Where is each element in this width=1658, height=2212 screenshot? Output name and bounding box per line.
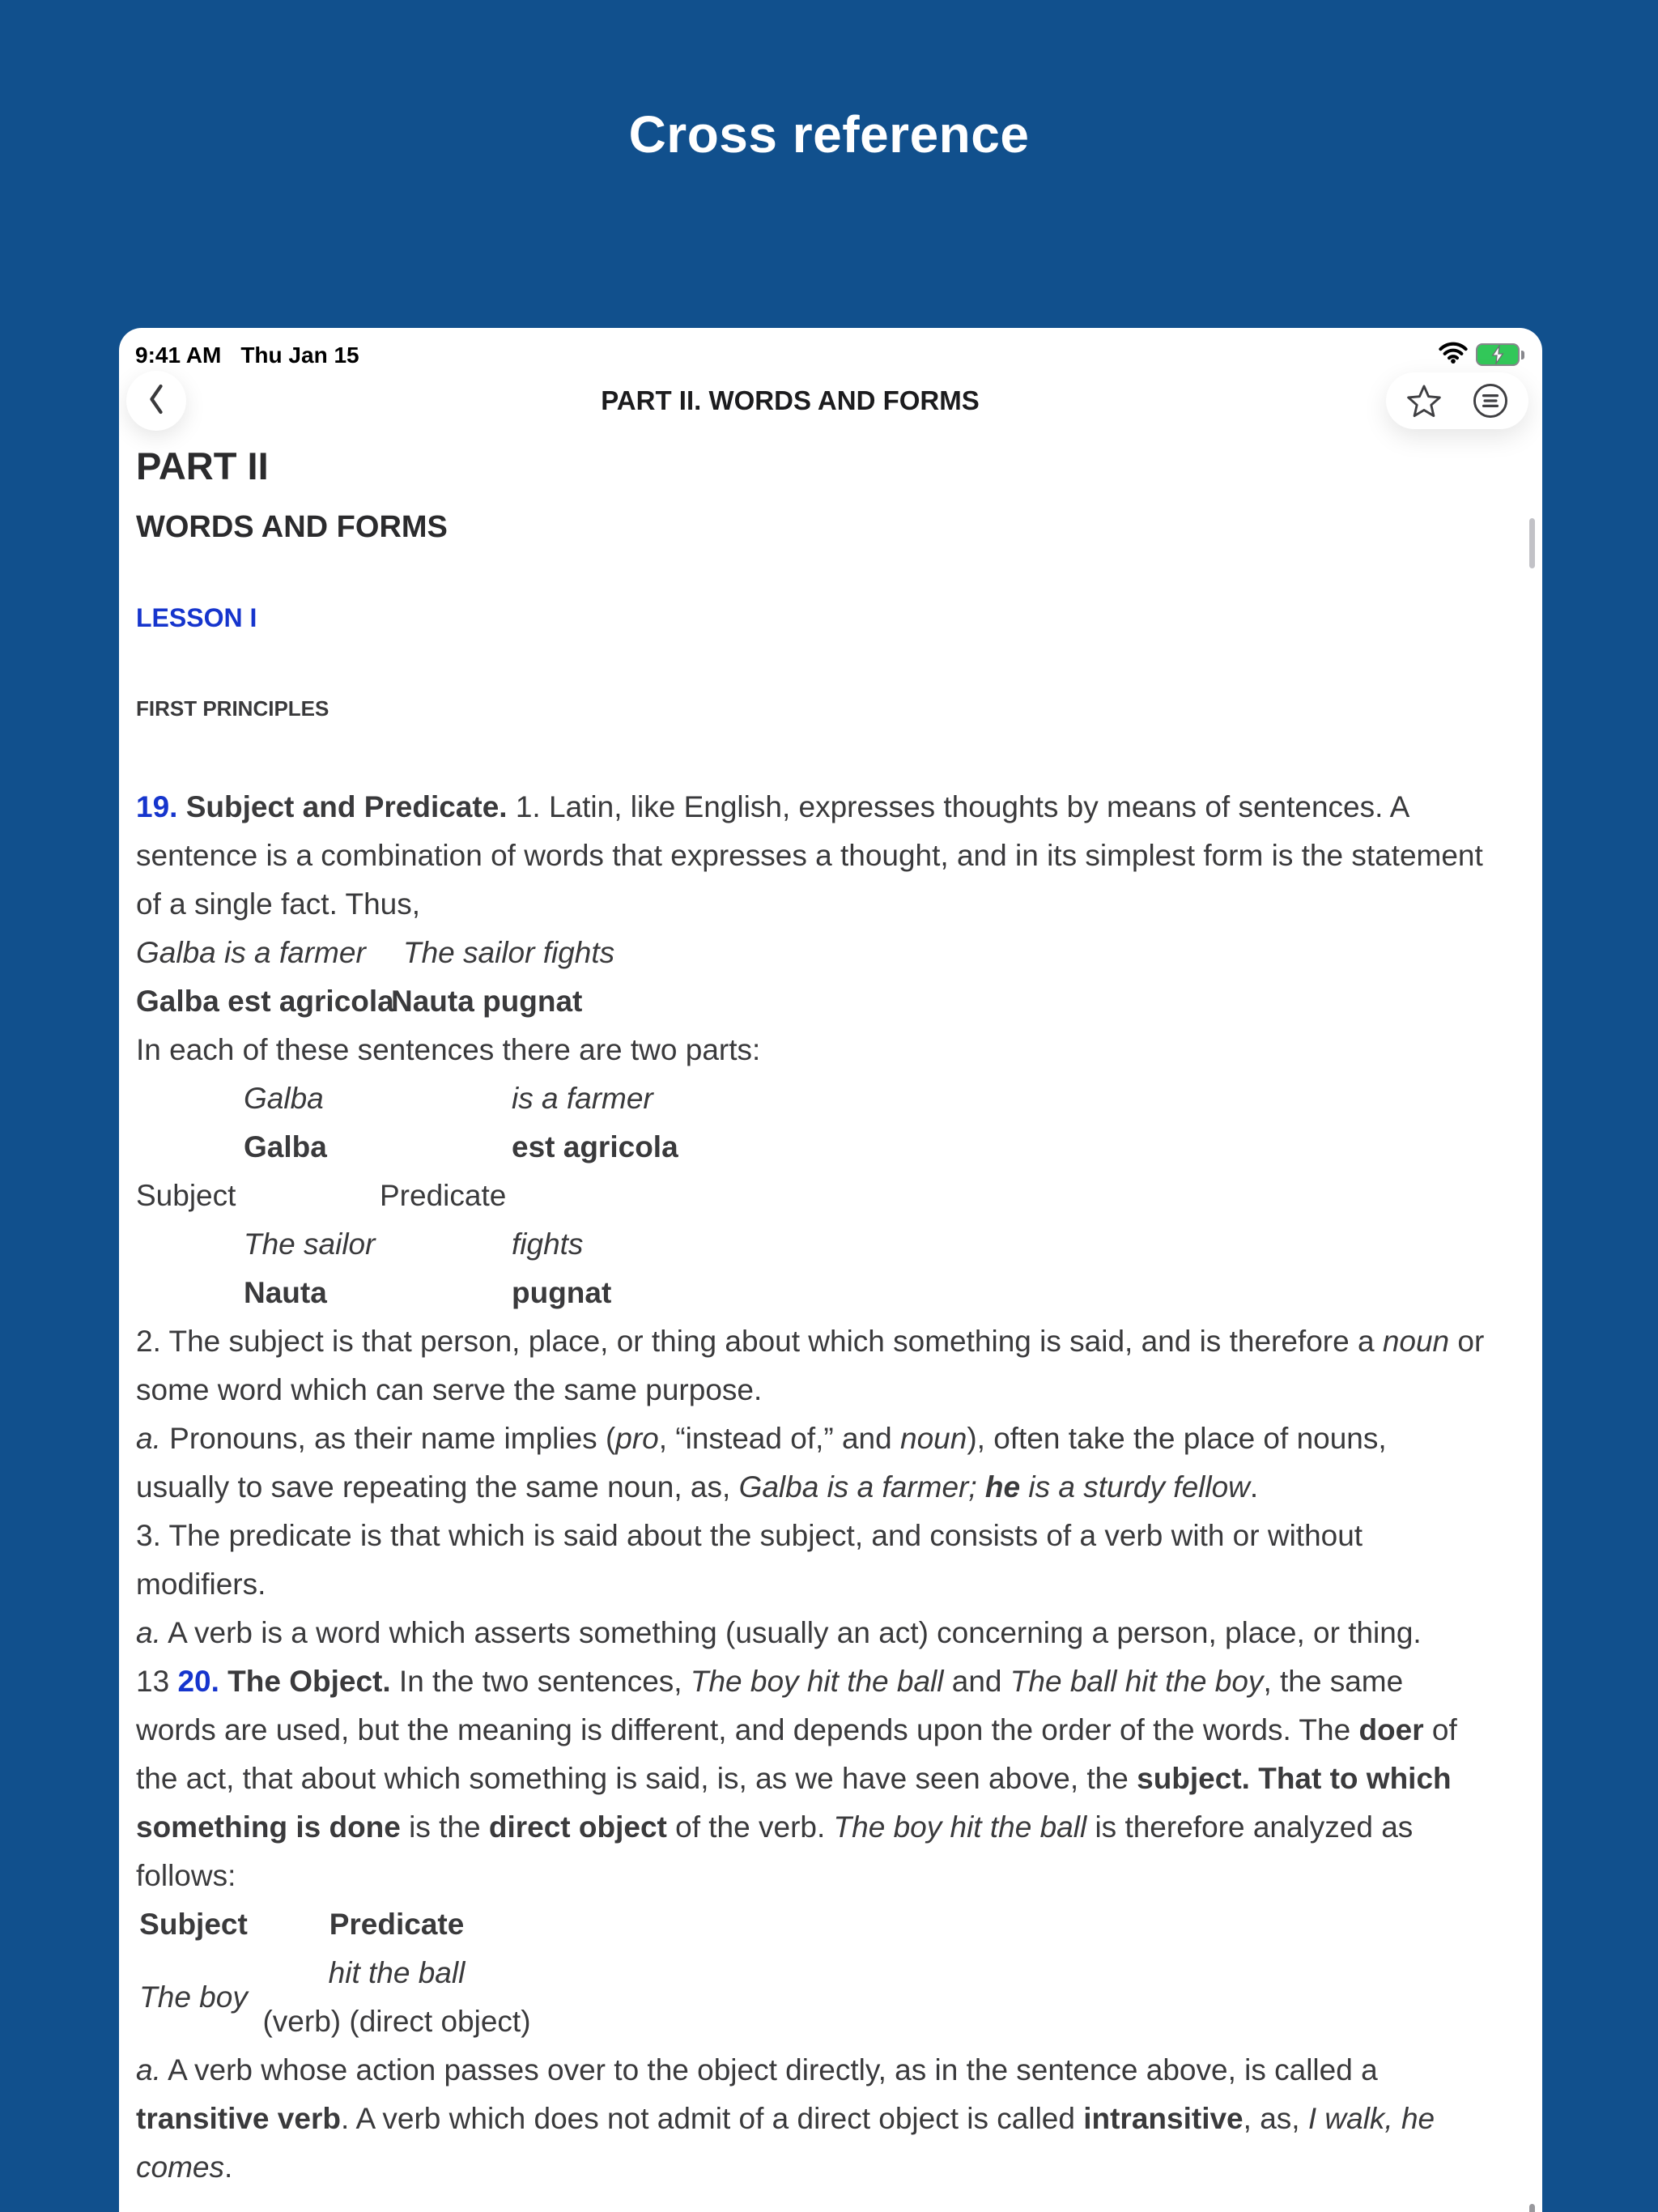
star-icon	[1405, 382, 1443, 419]
text-segment: fights	[512, 1227, 584, 1261]
table-cell	[244, 1269, 512, 1317]
paragraph	[136, 1657, 1487, 1900]
table-cell	[391, 985, 582, 1018]
text-segment	[177, 790, 185, 823]
text-segment: noun	[1382, 1325, 1450, 1358]
table-row	[136, 1074, 1487, 1123]
table-cell	[244, 1123, 512, 1172]
text-segment: The boy hit the ball	[690, 1665, 944, 1698]
cross-reference-link[interactable]: 20.	[177, 1665, 219, 1698]
table-cell	[136, 1949, 251, 2046]
paragraph	[136, 783, 1487, 929]
text-segment: The Object.	[227, 1665, 391, 1698]
menu-button[interactable]	[1472, 382, 1509, 419]
text-segment: a.	[136, 1422, 161, 1455]
text-segment: A verb whose action passes over to the object directly, as in the sentence above, is called a	[160, 2053, 1378, 2087]
page-title: Cross reference	[628, 105, 1030, 164]
text-segment: , as,	[1243, 2102, 1308, 2135]
cross-reference-link[interactable]: 19.	[136, 790, 178, 823]
table-cell	[512, 1123, 678, 1172]
circled-menu-icon	[1472, 382, 1509, 419]
text-segment: 13	[136, 1665, 178, 1698]
app-card	[119, 328, 1542, 2212]
text-segment: intransitive	[1083, 2102, 1244, 2135]
text-segment: hit the ball	[328, 1956, 466, 1989]
status-icons	[1439, 341, 1524, 368]
status-time: 9:41 AM	[135, 342, 222, 368]
table-cell	[251, 1900, 542, 1949]
table-row	[136, 1269, 1487, 1317]
table-cell	[136, 1900, 251, 1949]
text-segment: Pronouns, as their name implies (	[160, 1422, 616, 1455]
paragraph	[136, 1317, 1487, 1414]
table-cell	[244, 1220, 512, 1269]
text-segment: Subject	[139, 1908, 248, 1941]
text-segment: he	[984, 1470, 1021, 1504]
text-segment: Galba is a farmer	[136, 936, 366, 969]
text-segment: 3. The predicate is that which is said about the subject, and consists of a verb with or without modifiers.	[136, 1519, 1363, 1601]
paragraph	[136, 1609, 1487, 1657]
table-cell	[244, 1074, 512, 1123]
text-segment: The sailor	[244, 1227, 376, 1261]
text-segment: a.	[136, 2053, 161, 2087]
back-button[interactable]	[126, 371, 186, 431]
text-segment: Predicate	[380, 1179, 507, 1212]
paragraph	[136, 2046, 1487, 2192]
text-segment: of the verb.	[666, 1810, 834, 1844]
text-segment: Predicate	[329, 1908, 465, 1941]
table-cell-line	[251, 1949, 542, 1997]
text-segment: Nauta pugnat	[391, 985, 583, 1018]
text-segment: , “instead of,” and	[658, 1422, 900, 1455]
text-segment: Subject	[136, 1179, 236, 1212]
section-heading: FIRST PRINCIPLES	[136, 696, 329, 721]
status-bar	[135, 342, 359, 368]
text-segment: The ball hit the boy	[1010, 1665, 1264, 1698]
text-segment: and	[943, 1665, 1010, 1698]
text-segment: 2. The subject is that person, place, or thing about which something is said, and is therefore a	[136, 1325, 1383, 1358]
text-segment: ), often take the place of nouns, usually to save repeating the same noun, as,	[136, 1422, 1387, 1504]
text-segment: A verb is a word which asserts something (usually an act) concerning a person, place, or thing.	[160, 1616, 1422, 1649]
star-button[interactable]	[1405, 382, 1443, 419]
aligned-example-line	[136, 977, 1487, 1026]
text-segment: doer	[1358, 1713, 1424, 1746]
table-row	[136, 1220, 1487, 1269]
text-segment: pro	[615, 1422, 659, 1455]
text-segment	[219, 1665, 227, 1698]
status-date: Thu Jan 15	[240, 342, 359, 368]
document	[136, 441, 1487, 2192]
text-segment: a.	[136, 1616, 161, 1649]
text-segment: is the	[400, 1810, 489, 1844]
table-cell	[403, 936, 614, 969]
text-segment: is a farmer	[512, 1082, 653, 1115]
text-segment: or some word which can serve the same purpose.	[136, 1325, 1485, 1406]
text-segment: .	[223, 2150, 233, 2184]
text-segment: Galba	[244, 1130, 327, 1163]
text-segment: Galba	[244, 1082, 324, 1115]
text-segment: , the same words are used, but the meaning is different, and depends upon the order of the words. The	[136, 1665, 1404, 1746]
text-segment: In each of these sentences there are two parts:	[136, 1033, 761, 1066]
table-cell	[251, 1949, 542, 2046]
object-analysis-table	[136, 1900, 1487, 2046]
text-segment: Subject and Predicate.	[185, 790, 508, 823]
aligned-example-line	[136, 929, 1487, 977]
paragraph	[136, 1512, 1487, 1609]
table-cell-line	[251, 1997, 542, 2046]
table-row	[136, 1123, 1487, 1172]
text-segment: Galba is a farmer;	[738, 1470, 985, 1504]
table-cell	[136, 929, 403, 977]
table-cell	[136, 1172, 380, 1220]
table-cell	[136, 977, 394, 1026]
table-header-row	[136, 1900, 1487, 1949]
table-cell	[512, 1269, 611, 1317]
text-segment: (verb) (direct object)	[262, 2005, 531, 2038]
text-segment: noun	[900, 1422, 967, 1455]
lesson-body	[136, 783, 1487, 2192]
table-cell	[512, 1074, 653, 1123]
part-heading: PART II	[136, 445, 269, 487]
text-segment: Galba est agricola	[136, 985, 394, 1018]
table-cell	[512, 1220, 583, 1269]
text-segment: subject. That to which something is done	[136, 1762, 1452, 1844]
text-segment: The sailor fights	[403, 936, 615, 969]
scroll-indicator-bottom[interactable]	[1529, 2204, 1535, 2212]
text-segment: 1. Latin, like English, expresses thoughts by means of sentences. A sentence is a combination of words that expresses a thought, and in its simplest form is the statement of a single fact. Thus,	[136, 790, 1483, 921]
part-subheading: WORDS AND FORMS	[136, 510, 448, 544]
text-segment: Nauta	[244, 1276, 327, 1309]
nav-actions	[1386, 372, 1528, 429]
table-row	[136, 1172, 1487, 1220]
wifi-icon	[1439, 342, 1468, 368]
text-segment: transitive verb	[136, 2102, 341, 2135]
paragraph	[136, 1414, 1487, 1512]
chevron-left-icon	[144, 382, 168, 420]
text-segment: The boy hit the ball	[833, 1810, 1087, 1844]
sentence-analysis-table	[136, 1074, 1487, 1317]
paragraph	[136, 1026, 1487, 1074]
text-segment: In the two sentences,	[390, 1665, 691, 1698]
text-segment: direct object	[488, 1810, 667, 1844]
text-segment: est agricola	[512, 1130, 678, 1163]
text-segment: of the act, that about which something is said, is, as we have seen above, the	[136, 1713, 1457, 1795]
nav-title: PART II. WORDS AND FORMS	[601, 385, 980, 415]
text-segment: . A verb which does not admit of a direct object is called	[340, 2102, 1084, 2135]
text-segment: .	[1249, 1470, 1259, 1504]
text-segment: I walk, he comes	[136, 2102, 1435, 2184]
text-segment: pugnat	[512, 1276, 612, 1309]
lesson-link[interactable]: LESSON I	[136, 603, 257, 632]
battery-charging-icon	[1476, 343, 1524, 366]
table-row	[136, 1949, 1487, 2046]
text-segment: is therefore analyzed as follows:	[136, 1810, 1414, 1892]
text-segment: The boy	[139, 1980, 248, 2014]
scroll-indicator[interactable]	[1529, 518, 1535, 568]
text-segment: is a sturdy fellow	[1020, 1470, 1250, 1504]
table-cell	[380, 1172, 506, 1220]
